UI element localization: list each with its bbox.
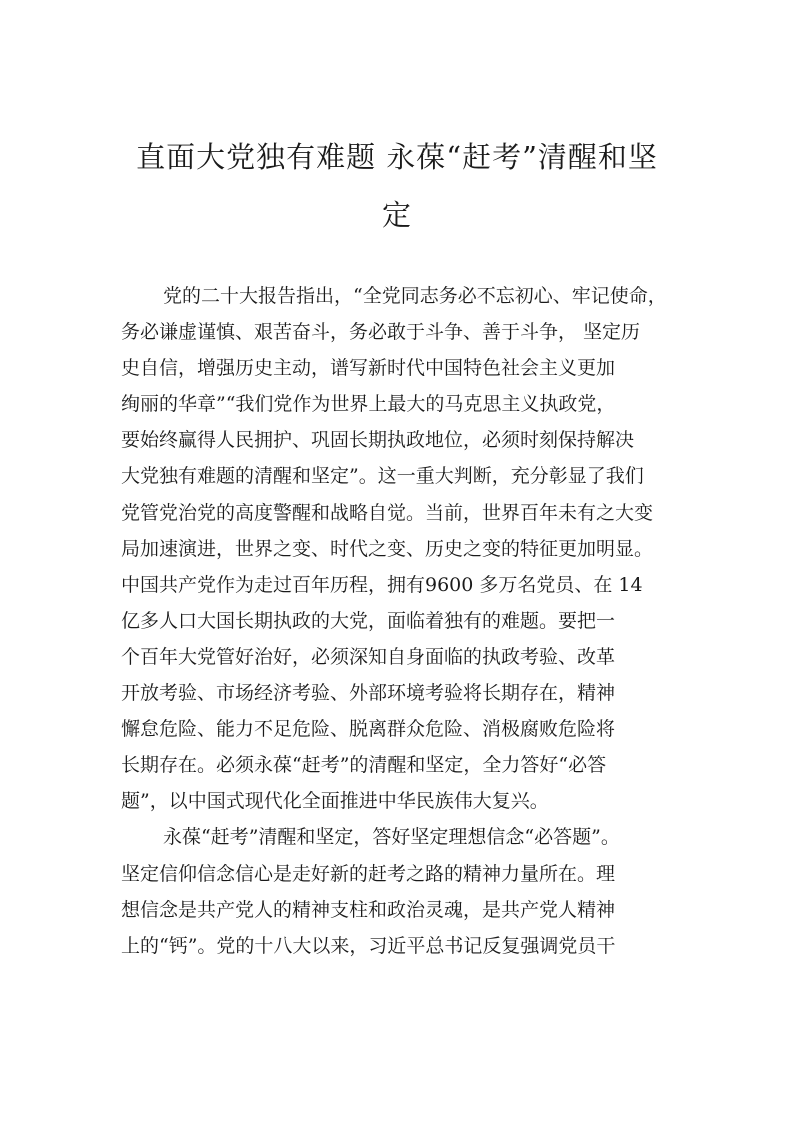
document-body	[121, 278, 701, 964]
text-line: 个百年大党管好治好，必须深知自身面临的执政考验、改革	[121, 645, 616, 668]
text-line: 亿多人口大国长期执政的大党，面临着独有的难题。要把一	[121, 609, 616, 632]
title-line: 直面大党独有难题 永葆“赶考”清醒和坚	[136, 140, 658, 174]
paragraph-1	[121, 278, 701, 819]
text-line: 题”，以中国式现代化全面推进中华民族伟大复兴。	[121, 790, 549, 813]
text-line: 懈怠危险、能力不足危险、脱离群众危险、消极腐败危险将	[121, 718, 616, 741]
text-line: 党的二十大报告指出，“全党同志务必不忘初心、牢记使命，	[163, 285, 667, 307]
text-line: 中国共产党作为走过百年历程，拥有9600 多万名党员、在 14	[121, 573, 643, 596]
document-title	[0, 128, 794, 244]
paragraph-2	[121, 819, 701, 963]
text-line: 上的“钙”。党的十八大以来，习近平总书记反复强调党员干	[121, 934, 616, 957]
text-line: 务必谦虚谨慎、艰苦奋斗，务必敢于斗争、善于斗争， 坚定历	[121, 321, 641, 344]
text-line: 坚定信仰信念信心是走好新的赶考之路的精神力量所在。理	[121, 862, 616, 885]
title-line: 定	[381, 198, 412, 232]
text-line: 史自信，增强历史主动，谱写新时代中国特色社会主义更加	[121, 357, 616, 380]
text-line: 局加速演进，世界之变、时代之变、历史之变的特征更加明显。	[121, 537, 654, 560]
text-line: 长期存在。必须永葆“赶考”的清醒和坚定，全力答好“必答	[121, 754, 607, 777]
text-line: 永葆“赶考”清醒和坚定，答好坚定理想信念“必答题”。	[163, 826, 620, 849]
text-line: 想信念是共产党人的精神支柱和政治灵魂，是共产党人精神	[121, 898, 616, 921]
text-line: 开放考验、市场经济考验、外部环境考验将长期存在，精神	[121, 682, 616, 705]
text-line: 大党独有难题的清醒和坚定”。这一重大判断，充分彰显了我们	[121, 465, 644, 488]
text-line: 要始终赢得人民拥护、巩固长期执政地位，必须时刻保持解决	[121, 429, 635, 452]
text-line: 绚丽的华章”“我们党作为世界上最大的马克思主义执政党，	[121, 393, 616, 416]
text-line: 党管党治党的高度警醒和战略自觉。当前，世界百年未有之大变	[121, 501, 654, 524]
